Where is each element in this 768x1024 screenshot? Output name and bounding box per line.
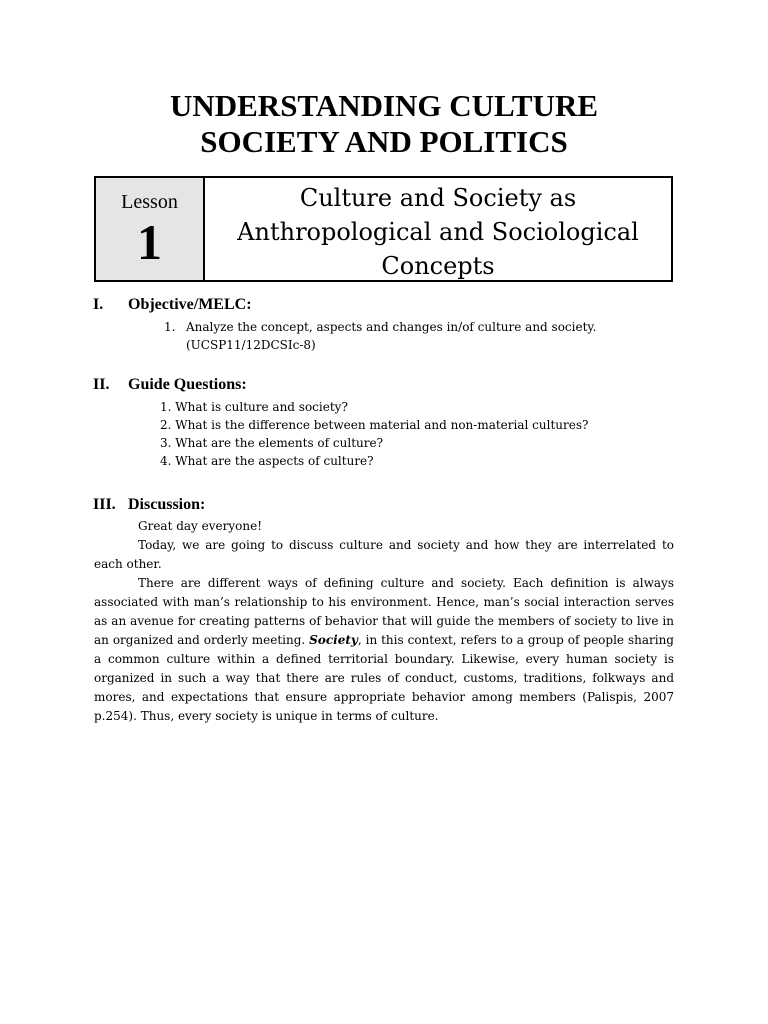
lesson-title-line-2: Anthropological and Sociological <box>237 218 639 246</box>
paragraph-2-part-b: , in this context, refers to a group of people sharing a common culture within a defined territorial boundary. Likewise, every human society is organized in such a way that there are rules of conduct, customs, traditions, folkways and mores, and expectations that ensure appropriate behavior among members (Palispis, 2007 p.254). Thus, every society is unique in terms of culture. <box>94 633 674 723</box>
discussion-heading-text: Discussion: <box>128 496 206 513</box>
lesson-label-cell <box>96 178 205 280</box>
discussion-body <box>94 517 674 726</box>
objective-heading-text: Objective/MELC: <box>128 296 252 313</box>
lesson-label: Lesson <box>121 191 178 213</box>
guide-question-2: 2. What is the difference between material and non-material cultures? <box>160 418 589 432</box>
society-term: Society <box>309 633 358 647</box>
guide-question-4: 4. What are the aspects of culture? <box>160 454 374 468</box>
objective-item-text: Analyze the concept, aspects and changes in/of culture and society. <box>186 320 597 334</box>
objective-heading <box>93 296 252 314</box>
guide-numeral: II. <box>93 376 110 393</box>
objective-item <box>164 318 644 354</box>
guide-heading-text: Guide Questions: <box>128 376 247 393</box>
discussion-numeral: III. <box>93 496 116 513</box>
guide-questions-list <box>160 398 588 470</box>
discussion-heading <box>93 496 205 514</box>
title-line-2: SOCIETY AND POLITICS <box>200 124 568 159</box>
objective-item-number: 1. <box>164 320 176 334</box>
objective-numeral: I. <box>93 296 104 313</box>
discussion-paragraph-2 <box>94 574 674 726</box>
lesson-title <box>205 178 671 280</box>
lesson-title-line-3: Concepts <box>381 252 495 280</box>
guide-heading <box>93 376 247 394</box>
title-line-1: UNDERSTANDING CULTURE <box>169 88 599 123</box>
lesson-title-line-1: Culture and Society as <box>299 184 577 212</box>
guide-question-1: 1. What is culture and society? <box>160 400 348 414</box>
objective-item-code: (UCSP11/12DCSIc-8) <box>186 338 316 352</box>
document-title <box>0 88 768 160</box>
lesson-box <box>94 176 673 282</box>
paragraph-2-part-a: There are different ways of defining culture and society. Each definition is always associated with man’s relationship to his environment. Hence, man’s social interaction serves as an avenue for creating patterns of behavior that will guide the members of society to live in an organized and orderly meeting. <box>94 576 674 647</box>
discussion-paragraph-1: Today, we are going to discuss culture and society and how they are interrelated to each other. <box>94 538 674 571</box>
discussion-greeting: Great day everyone! <box>138 519 263 533</box>
guide-question-3: 3. What are the elements of culture? <box>160 436 384 450</box>
lesson-number: 1 <box>137 214 162 270</box>
